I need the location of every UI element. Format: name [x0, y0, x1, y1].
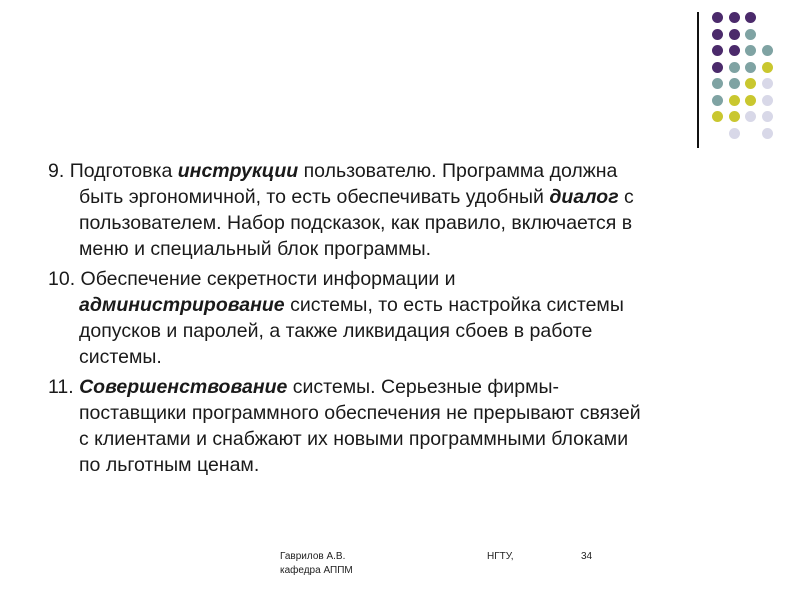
item-11-line-4: по льготным ценам.: [79, 454, 260, 476]
decorative-dot: [762, 45, 773, 56]
decorative-dot: [729, 62, 740, 73]
decorative-dot: [745, 62, 756, 73]
item-9-line-2: [48, 184, 768, 210]
decorative-dot: [712, 62, 723, 73]
item-11-text-a: системы. Серьезные фирмы-: [287, 376, 560, 398]
item-9-text-c: пользователю. Программа должна: [298, 160, 618, 182]
item-11-emphasis-improvement: Совершенствование: [79, 376, 288, 398]
decorative-dot: [762, 111, 773, 122]
slide-footer: [0, 550, 800, 590]
item-10-line-4: системы.: [79, 346, 162, 368]
item-9-emphasis-dialog: диалог: [549, 186, 619, 208]
decorative-dot: [712, 29, 723, 40]
list-item-9: [48, 158, 768, 262]
decorative-dot: [762, 95, 773, 106]
decorative-dot: [729, 128, 740, 139]
footer-department: кафедра АППМ: [280, 565, 353, 576]
slide-body: [48, 158, 768, 482]
decorative-dot: [762, 78, 773, 89]
footer-page-number: 34: [581, 551, 593, 562]
item-11-number: 11.: [48, 376, 80, 398]
decorative-dot: [712, 12, 723, 23]
item-9-line-3: пользователем. Набор подсказок, как правило, включается в: [79, 212, 633, 234]
item-10-line-3: допусков и паролей, а также ликвидация сбоев в работе: [79, 320, 593, 342]
footer-organization: НГТУ,: [487, 551, 514, 562]
footer-author: Гаврилов А.В.: [280, 551, 346, 562]
decorative-dot: [729, 78, 740, 89]
decorative-dot: [729, 29, 740, 40]
decorative-dot: [762, 62, 773, 73]
decorative-dot: [745, 12, 756, 23]
item-10-text-a: Обеспечение секретности информации и: [80, 268, 456, 290]
decorative-vertical-line: [697, 12, 699, 148]
item-10-number: 10.: [48, 268, 81, 290]
decorative-dot: [745, 29, 756, 40]
item-9-emphasis-instructions: инструкции: [177, 160, 299, 182]
decorative-dot: [745, 78, 756, 89]
decorative-dot: [729, 111, 740, 122]
item-9-line-2-post: с: [618, 186, 634, 208]
decorative-dot: [712, 111, 723, 122]
decorative-dot: [745, 111, 756, 122]
decorative-dot: [712, 78, 723, 89]
item-11-line-3: с клиентами и снабжают их новыми программными блоками: [79, 428, 629, 450]
decorative-dot: [729, 45, 740, 56]
decorative-dot: [729, 95, 740, 106]
item-10-emphasis-administration: администрирование: [79, 294, 285, 316]
list-item-10: [48, 266, 768, 370]
item-9-line-2-pre: быть эргономичной, то есть обеспечивать удобный: [79, 186, 550, 208]
decorative-dot: [712, 95, 723, 106]
item-11-line-2: поставщики программного обеспечения не прерывают связей: [79, 402, 641, 424]
item-10-line-2-post: системы, то есть настройка системы: [284, 294, 624, 316]
decorative-dot-grid: [0, 0, 800, 160]
decorative-dot: [712, 45, 723, 56]
decorative-dot: [745, 95, 756, 106]
item-9-line-4: меню и специальный блок программы.: [79, 238, 432, 260]
decorative-dot: [745, 45, 756, 56]
item-9-number: 9.: [48, 160, 70, 182]
list-item-11: [48, 374, 768, 478]
item-9-text-a: Подготовка: [69, 160, 178, 182]
decorative-dot: [729, 12, 740, 23]
decorative-dot: [762, 128, 773, 139]
item-10-line-2: [48, 292, 768, 318]
